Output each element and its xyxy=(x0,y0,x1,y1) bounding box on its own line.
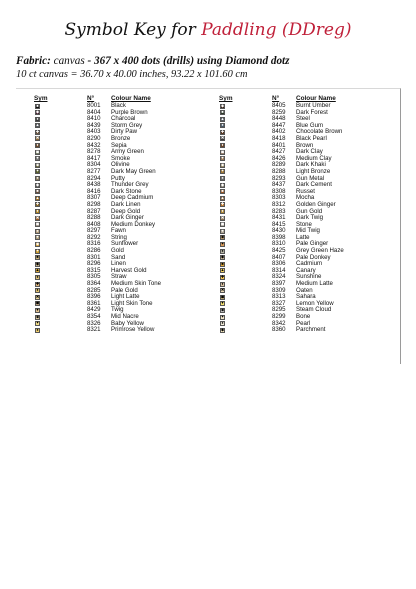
number-header: N° xyxy=(272,95,280,102)
colour-name: Gold xyxy=(111,247,124,255)
symbol-swatch-icon: ▲ xyxy=(35,268,40,273)
colour-number: 8286 xyxy=(87,247,101,255)
colour-name: Dark Clay xyxy=(296,148,323,156)
colour-number: 8364 xyxy=(87,280,101,288)
colour-number: 8398 xyxy=(272,233,286,241)
colour-number: 8429 xyxy=(87,306,101,314)
colour-number: 8298 xyxy=(87,200,101,208)
colour-number: 8294 xyxy=(87,174,101,182)
number-header: N° xyxy=(87,95,95,102)
colour-name: Sunshine xyxy=(296,273,322,281)
colour-name: Black xyxy=(111,102,126,109)
colour-name: Sahara xyxy=(296,293,316,301)
symbol-swatch-icon: ◆ xyxy=(36,182,39,187)
colour-name: Sand xyxy=(111,253,126,261)
symbol-swatch-icon: ◼ xyxy=(35,222,40,227)
colour-name: Russet xyxy=(296,187,315,195)
symbol-swatch-icon: ♦ xyxy=(36,288,39,293)
colour-name: Dark Ginger xyxy=(111,214,144,222)
symbol-swatch-icon: ◆ xyxy=(221,182,224,187)
colour-number: 8397 xyxy=(272,280,286,288)
colour-name: Mid Twig xyxy=(296,227,320,235)
colour-name: Parchment xyxy=(296,326,326,334)
colour-number: 8313 xyxy=(272,293,286,301)
colour-name: Pearl xyxy=(296,319,311,327)
colour-number: 8293 xyxy=(272,174,286,182)
symbol-swatch-icon: ◼ xyxy=(35,149,40,154)
colour-number: 8342 xyxy=(272,319,286,327)
symbol-swatch-icon: ◆ xyxy=(221,255,224,260)
colour-number: 8431 xyxy=(272,214,286,222)
colour-name: Dark Twig xyxy=(296,214,323,222)
colour-name: Charcoal xyxy=(111,115,136,123)
colour-name: Golden Ginger xyxy=(296,200,336,208)
colour-name: Army Green xyxy=(111,148,144,156)
colour-name: Dark Forest xyxy=(296,108,328,116)
symbol-swatch-icon: ◆ xyxy=(221,327,224,332)
colour-number: 8410 xyxy=(87,115,101,123)
title-prefix: Symbol Key for xyxy=(64,20,202,40)
symbol-swatch-icon: ♦ xyxy=(36,209,39,213)
symbol-swatch-icon: ■ xyxy=(221,189,224,194)
page-title xyxy=(0,20,416,40)
colour-name: Medium Clay xyxy=(296,154,332,162)
colour-name: Steam Cloud xyxy=(296,306,332,314)
colour-name: Pale Ginger xyxy=(296,240,329,248)
colour-name: Fawn xyxy=(111,227,126,235)
symbol-swatch-icon: ▲ xyxy=(220,116,225,121)
colour-name-header: Colour Name xyxy=(296,95,336,102)
colour-name: Pale Gold xyxy=(111,286,138,294)
colour-name: Putty xyxy=(111,174,125,182)
colour-number: 8405 xyxy=(272,102,286,109)
colour-name: Canary xyxy=(296,266,316,274)
colour-name: Dark May Green xyxy=(111,167,156,175)
sym-header: Sym xyxy=(34,95,48,102)
symbol-swatch-icon: ▼ xyxy=(220,228,225,233)
symbol-swatch-icon: ◼ xyxy=(220,222,225,227)
colour-number: 8437 xyxy=(272,181,286,189)
colour-number: 8297 xyxy=(87,227,101,235)
symbol-swatch-icon: ◆ xyxy=(221,103,224,108)
colour-number: 8416 xyxy=(87,187,101,195)
symbol-swatch-icon: ✖ xyxy=(220,288,225,293)
colour-number: 8309 xyxy=(272,286,286,294)
colour-name: Mid Nacre xyxy=(111,313,139,320)
symbol-swatch-icon: ▼ xyxy=(220,156,225,161)
symbol-swatch-icon: ▲ xyxy=(35,123,40,128)
symbol-swatch-icon: ▼ xyxy=(220,301,225,306)
colour-number: 8283 xyxy=(272,207,286,215)
colour-number: 8404 xyxy=(87,108,101,116)
colour-number: 8418 xyxy=(272,134,286,142)
symbol-swatch-icon: ◉ xyxy=(220,235,225,240)
colour-name: Gun Gold xyxy=(296,207,323,215)
symbol-swatch-icon: ✦ xyxy=(220,241,225,246)
colour-name: Medium Latte xyxy=(296,280,333,288)
symbol-swatch-icon: ♦ xyxy=(221,281,224,286)
colour-name: Chocolate Brown xyxy=(296,128,343,136)
symbol-swatch-icon: ✚ xyxy=(35,202,40,207)
symbol-swatch-icon: ◉ xyxy=(220,162,225,167)
colour-number: 8448 xyxy=(272,115,286,123)
colour-number: 8426 xyxy=(272,154,286,162)
colour-number: 8285 xyxy=(87,286,101,294)
symbol-swatch-icon: ■ xyxy=(36,255,39,260)
colour-number: 8447 xyxy=(272,121,286,129)
colour-name: Dark Khaki xyxy=(296,161,326,169)
symbol-swatch-icon: ● xyxy=(36,228,39,233)
colour-number: 8354 xyxy=(87,313,101,320)
fabric-line xyxy=(16,55,290,67)
symbol-swatch-icon: ✦ xyxy=(220,169,225,174)
colour-name: Twig xyxy=(111,306,124,314)
colour-number: 8407 xyxy=(272,253,286,261)
colour-number: 8438 xyxy=(87,181,101,189)
symbol-swatch-icon: ▼ xyxy=(35,235,40,240)
colour-number: 8259 xyxy=(272,108,286,116)
colour-name: Steel xyxy=(296,115,310,123)
colour-name: Storm Grey xyxy=(111,121,143,129)
fabric-label: Fabric: xyxy=(16,55,51,67)
symbol-swatch-icon: ▲ xyxy=(220,268,225,273)
colour-name: Bronze xyxy=(111,134,131,142)
colour-number: 8299 xyxy=(272,313,286,320)
colour-name: Stone xyxy=(296,220,312,228)
colour-name: Medium Donkey xyxy=(111,220,156,228)
colour-name: Straw xyxy=(111,273,127,281)
colour-number: 8305 xyxy=(87,273,101,281)
symbol-swatch-icon: ● xyxy=(221,248,224,253)
colour-number: 8415 xyxy=(272,220,286,228)
colour-name: Thunder Grey xyxy=(111,181,149,189)
symbol-swatch-icon: ✚ xyxy=(35,281,40,286)
symbol-swatch-icon: ◼ xyxy=(220,294,225,299)
colour-number: 8301 xyxy=(87,253,101,261)
colour-name: Dark Cement xyxy=(296,181,332,189)
colour-number: 8360 xyxy=(272,326,286,334)
colour-number: 8396 xyxy=(87,293,101,301)
symbol-swatch-icon: ▼ xyxy=(35,156,40,161)
symbol-swatch-icon: ◉ xyxy=(35,241,40,246)
symbol-swatch-icon: ◼ xyxy=(35,301,40,306)
symbol-swatch-icon: ■ xyxy=(36,103,39,108)
symbol-swatch-icon: ◆ xyxy=(36,261,39,266)
colour-number: 8361 xyxy=(87,299,101,307)
colour-number: 8308 xyxy=(272,187,286,195)
fabric-dimensions: - 367 x 400 dots (drills) using Diamond dotz xyxy=(87,55,290,67)
colour-name: Dark Linen xyxy=(111,200,141,208)
colour-name: Bone xyxy=(296,313,311,320)
colour-number: 8408 xyxy=(87,220,101,228)
colour-name: Sunflower xyxy=(111,240,139,248)
colour-number: 8314 xyxy=(272,266,286,274)
colour-name: Medium Skin Tone xyxy=(111,280,162,288)
symbol-swatch-icon: ● xyxy=(36,116,39,121)
colour-name: Light Skin Tone xyxy=(111,299,153,307)
symbol-swatch-icon: ✦ xyxy=(35,321,40,326)
colour-name: Grey Green Haze xyxy=(296,247,344,255)
colour-name: Light Latte xyxy=(111,293,140,301)
colour-name: Oaten xyxy=(296,286,313,294)
symbol-swatch-icon: ✖ xyxy=(220,136,225,141)
symbol-swatch-icon: ♦ xyxy=(36,143,39,148)
colour-number: 8289 xyxy=(272,161,286,169)
colour-name: Blue Gum xyxy=(296,121,324,129)
colour-number: 8327 xyxy=(272,299,286,307)
colour-number: 8427 xyxy=(272,148,286,156)
colour-number: 8306 xyxy=(272,260,286,268)
colour-number: 8287 xyxy=(87,207,101,215)
colour-name: Baby Yellow xyxy=(111,319,144,327)
colour-number: 8307 xyxy=(87,194,101,202)
colour-number: 8403 xyxy=(87,128,101,136)
symbol-swatch-icon: ✚ xyxy=(35,129,40,134)
symbol-swatch-icon: ● xyxy=(36,176,39,181)
symbol-swatch-icon: ✚ xyxy=(220,274,225,279)
colour-name: Harvest Gold xyxy=(111,266,147,274)
colour-number: 8439 xyxy=(87,121,101,129)
symbol-swatch-icon: ◼ xyxy=(220,149,225,154)
symbol-swatch-icon: ✖ xyxy=(35,294,40,299)
symbol-swatch-icon: ● xyxy=(221,321,224,326)
canvas-size-line: 10 ct canvas = 36.70 x 40.00 inches, 93.22 x 101.60 cm xyxy=(16,69,248,80)
colour-name: Mocha xyxy=(296,194,315,202)
colour-name: Gun Metal xyxy=(296,174,325,182)
colour-number: 8401 xyxy=(272,141,286,149)
colour-name: Lemon Yellow xyxy=(296,299,334,307)
symbol-swatch-icon: ■ xyxy=(36,189,39,194)
colour-number: 8295 xyxy=(272,306,286,314)
symbol-swatch-icon: ✦ xyxy=(35,169,40,174)
symbol-swatch-icon: ✚ xyxy=(220,129,225,134)
colour-name: Burnt Umber xyxy=(296,102,331,109)
colour-name: Smoke xyxy=(111,154,130,162)
colour-name: Sepia xyxy=(111,141,127,149)
colour-number: 8277 xyxy=(87,167,101,175)
colour-number: 8326 xyxy=(87,319,101,327)
colour-number: 8312 xyxy=(272,200,286,208)
sym-header: Sym xyxy=(219,95,233,102)
colour-number: 8296 xyxy=(87,260,101,268)
colour-name: Cadmium xyxy=(296,260,323,268)
colour-name: Pale Donkey xyxy=(296,253,331,261)
colour-number: 8432 xyxy=(87,141,101,149)
colour-number: 8324 xyxy=(272,273,286,281)
symbol-swatch-icon: ● xyxy=(36,327,39,332)
colour-number: 8288 xyxy=(272,167,286,175)
symbol-swatch-icon: ● xyxy=(221,176,224,181)
colour-name-header: Colour Name xyxy=(111,95,151,102)
pattern-name: Paddling (DDreg) xyxy=(201,20,352,40)
colour-name: Primrose Yellow xyxy=(111,326,155,334)
colour-number: 8303 xyxy=(272,194,286,202)
colour-name: Dark Stone xyxy=(111,187,142,195)
colour-name: Deep Cadmium xyxy=(111,194,154,202)
symbol-swatch-icon: ■ xyxy=(221,110,224,115)
symbol-swatch-icon: ◉ xyxy=(220,307,225,312)
fabric-type: canvas xyxy=(50,55,88,67)
colour-number: 8288 xyxy=(87,214,101,222)
colour-name: Linen xyxy=(111,260,126,268)
colour-number: 8417 xyxy=(87,154,101,162)
symbol-key-frame xyxy=(16,88,401,364)
colour-number: 8425 xyxy=(272,247,286,255)
colour-number: 8310 xyxy=(272,240,286,248)
colour-name: String xyxy=(111,233,127,241)
colour-name: Dirty Paw xyxy=(111,128,138,136)
symbol-swatch-icon: ♦ xyxy=(221,143,224,148)
colour-number: 8316 xyxy=(87,240,101,248)
colour-name: Black Pearl xyxy=(296,134,327,142)
colour-number: 8304 xyxy=(87,161,101,169)
colour-name: Light Bronze xyxy=(296,167,331,175)
colour-number: 8402 xyxy=(272,128,286,136)
colour-number: 8290 xyxy=(87,134,101,142)
colour-name: Purple Brown xyxy=(111,108,148,116)
symbol-swatch-icon: ✦ xyxy=(35,248,40,253)
colour-number: 8321 xyxy=(87,326,101,334)
symbol-swatch-icon: ▲ xyxy=(35,195,40,200)
symbol-swatch-icon: ▲ xyxy=(220,195,225,200)
symbol-swatch-icon: ◉ xyxy=(35,162,40,167)
colour-name: Deep Gold xyxy=(111,207,141,215)
symbol-swatch-icon: ✖ xyxy=(220,215,225,220)
colour-name: Brown xyxy=(296,141,314,149)
colour-name: Olivine xyxy=(111,161,130,169)
colour-name: Latte xyxy=(296,233,310,241)
colour-number: 8430 xyxy=(272,227,286,235)
symbol-swatch-icon: ✖ xyxy=(35,136,40,141)
symbol-swatch-icon: ◉ xyxy=(35,314,40,319)
colour-number: 8292 xyxy=(87,233,101,241)
symbol-swatch-icon: ● xyxy=(36,274,39,279)
colour-number: 8278 xyxy=(87,148,101,156)
colour-number: 8315 xyxy=(87,266,101,274)
symbol-swatch-icon: ✚ xyxy=(220,202,225,207)
colour-number: 8001 xyxy=(87,102,101,109)
symbol-swatch-icon: ◆ xyxy=(36,110,39,115)
symbol-swatch-icon: ✖ xyxy=(35,215,40,220)
symbol-swatch-icon: ■ xyxy=(221,261,224,266)
symbol-swatch-icon: ✦ xyxy=(220,314,225,319)
symbol-swatch-icon: ▼ xyxy=(35,307,40,312)
symbol-swatch-icon: ♦ xyxy=(221,209,224,213)
symbol-swatch-icon: ● xyxy=(221,123,224,128)
